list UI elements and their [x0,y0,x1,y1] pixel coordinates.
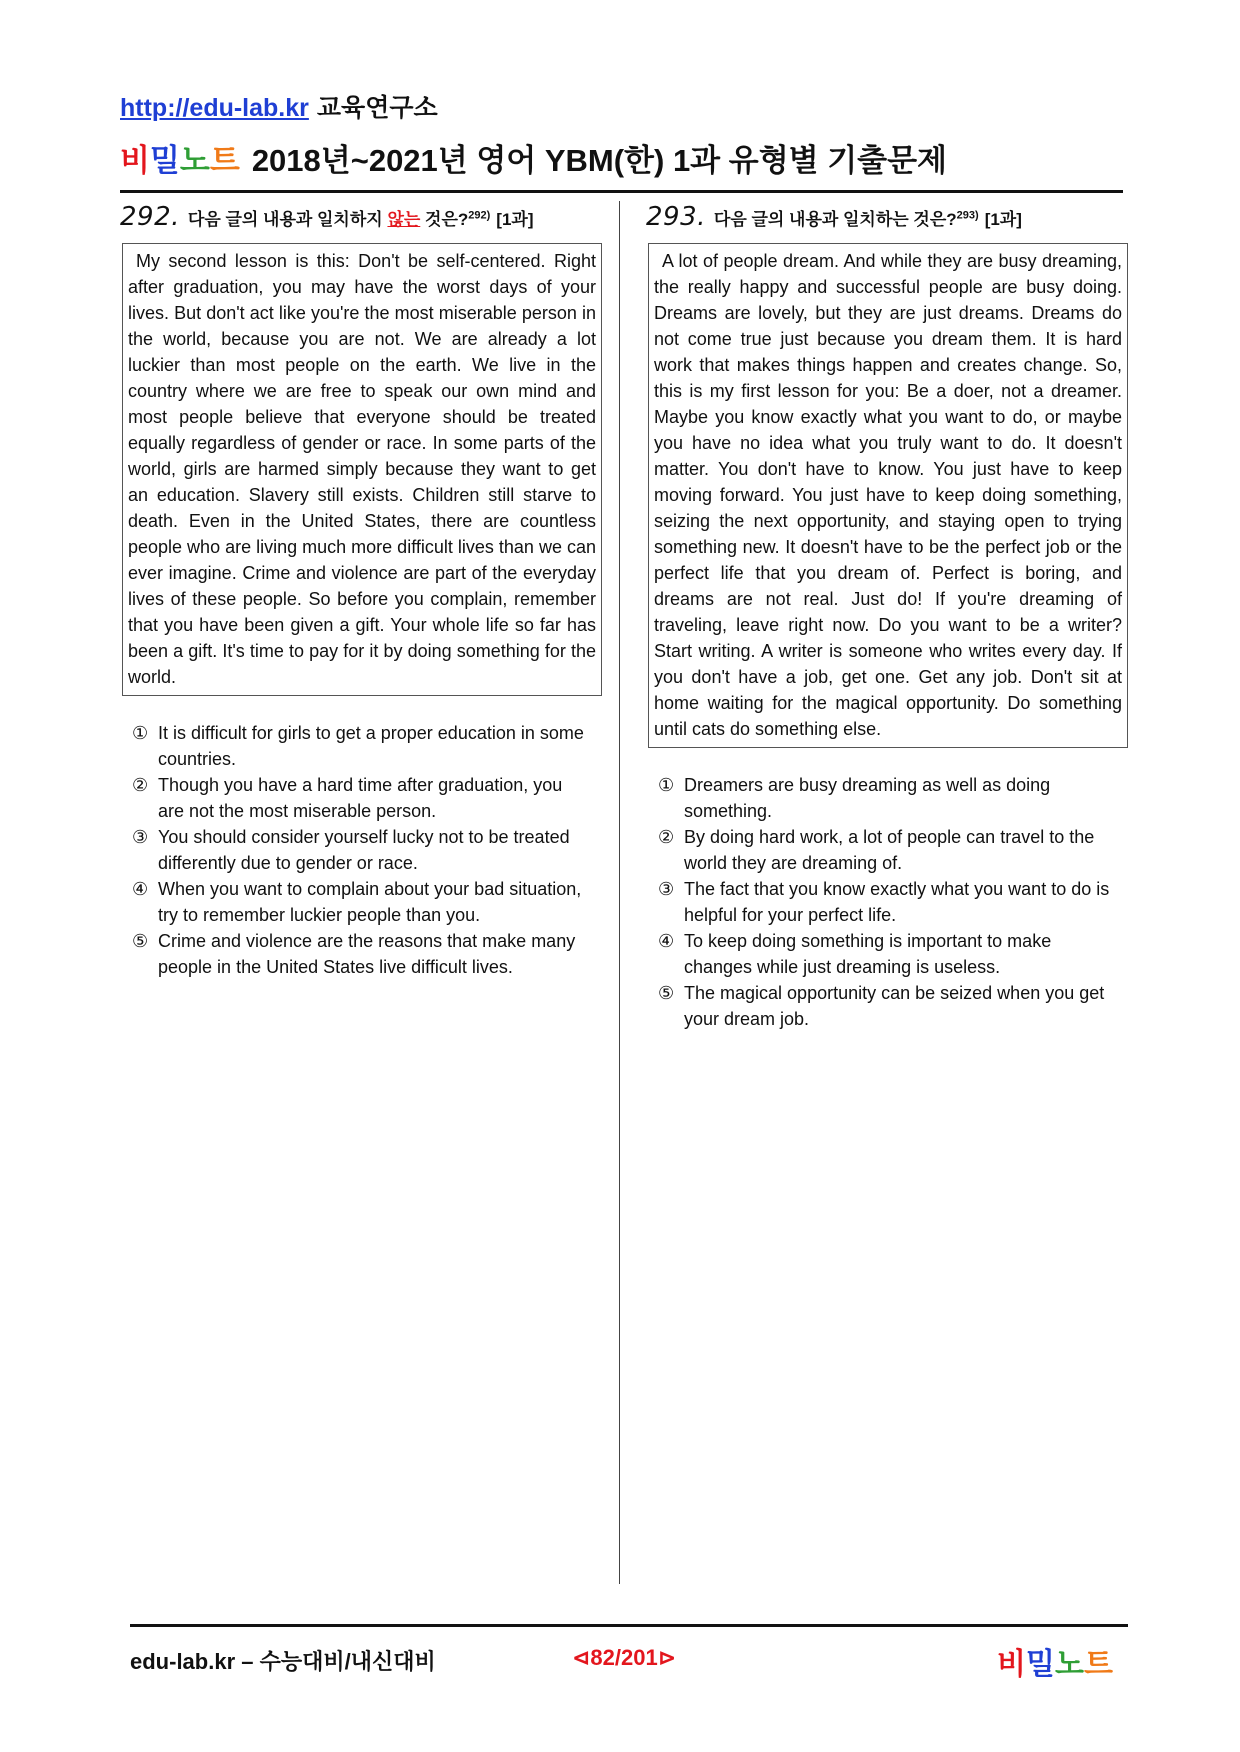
answer-choices [120,720,602,980]
question-number: 293. [646,202,706,232]
footnote-ref: 293) [956,209,979,222]
choice-item [658,824,1128,876]
title-text: 2018년~2021년 영어 YBM(한) 1과 유형별 기출문제 [251,143,947,178]
choice-number: ③ [658,879,675,899]
source-link[interactable]: http://edu-lab.kr [120,94,309,122]
prompt-emphasis: 않는 [387,210,421,229]
choice-number: ④ [658,931,675,951]
choice-item [132,720,602,772]
passage-text: A lot of people dream. And while they are busy dreaming, the really happy and successful people are busy doing. Dreams are lovely, but they are just dreams. Dreams do not come true just because you dream them. It is hard work that makes things happen and creates change. So, this is my first lesson for you: Be a doer, not a dreamer. Maybe you know exactly what you want to do, or maybe you have no idea what you truly want to do. It doesn't matter. You don't have to know. You just have to keep moving forward. You just have to keep doing something, seizing the next opportunity, and staying open to trying something new. It doesn't have to be the perfect job or the perfect life that you dream of. Perfect is boring, and dreams are not real. Just do! If you're dreaming of traveling, leave right now. Do you want to be a writer? Start writing. A writer is someone who writes every day. If you don't have a job, get one. Get any job. Don't sit at home waiting for the magical opportunity. Do something until cats do something else. [654,251,1122,739]
footnote-ref: 292) [468,209,491,222]
choice-text: By doing hard work, a lot of people can travel to the world they are dreaming of. [684,827,1095,873]
lesson-tag: [1과] [984,210,1022,229]
brand-char: 비 [120,143,150,178]
question-header [120,204,602,233]
column-divider [619,201,620,1584]
choice-item [132,824,602,876]
lesson-tag: [1과] [496,210,534,229]
choice-item [658,928,1128,980]
choice-item [658,876,1128,928]
passage-text: My second lesson is this: Don't be self-centered. Right after graduation, you may have the worst days of your lives. But don't act like you're the most miserable person in the world, because you are not. We are already a lot luckier than most people on the earth. We live in the country where we are free to speak our own mind and most people believe that everyone should be treated equally regardless of gender or race. In some parts of the world, girls are harmed simply because they want to get an education. Slavery still exists. Children still starve to death. Even in the United States, there are countless people who are living much more difficult lives than we can ever imagine. Crime and violence are part of the everyday lives of these people. So before you complain, remember that you have been given a gift. Your whole life so far has been a gift. It's time to pay for it by doing something for the world. [128,251,596,687]
question-prompt-end: 것은? [420,210,469,229]
choice-number: ② [132,775,149,795]
footer-rule [130,1624,1128,1627]
question-prompt: 다음 글의 내용과 일치하지 [187,210,388,229]
brand-char: 밀 [1025,1648,1055,1681]
choice-number: ② [658,827,675,847]
choice-text: When you want to complain about your bad situation, try to remember luckier people than you. [158,879,582,925]
footer-brand [997,1639,1113,1683]
answer-choices [646,772,1128,1032]
footer-site: edu-lab.kr – 수능대비/내신대비 [130,1649,436,1674]
choice-number: ⑤ [132,931,149,951]
brand-char: 밀 [149,143,180,178]
brand-logo [120,143,240,178]
institute-name: 교육연구소 [316,94,438,122]
choice-item [658,980,1128,1032]
choice-text: Though you have a hard time after graduation, you are not the most miserable person. [158,775,563,821]
question-number: 292. [120,202,180,232]
passage-box [122,243,602,696]
question-header [646,204,1128,233]
choice-number: ⑤ [658,983,675,1003]
choice-text: Crime and violence are the reasons that make many people in the United States live difficult lives. [158,931,576,977]
passage-box [648,243,1128,748]
question-293 [646,204,1128,1032]
document-title [120,135,1123,180]
choice-item [132,928,602,980]
header-rule [120,190,1123,193]
choice-item [132,876,602,928]
site-header [120,88,438,124]
choice-text: To keep doing something is important to make changes while just dreaming is useless. [684,931,1052,977]
choice-text: The magical opportunity can be seized when you get your dream job. [684,983,1105,1029]
brand-char: 노 [1054,1648,1084,1681]
choice-number: ③ [132,827,149,847]
choice-number: ① [658,775,675,795]
brand-char: 비 [997,1648,1026,1681]
choice-number: ④ [132,879,149,899]
choice-text: You should consider yourself lucky not to be treated differently due to gender or race. [158,827,570,873]
question-prompt: 다음 글의 내용과 일치하는 것은? [713,210,957,229]
page-number: ⊲82/201⊳ [572,1645,677,1670]
brand-char: 트 [1083,1648,1113,1681]
choice-number: ① [132,723,149,743]
choice-text: The fact that you know exactly what you want to do is helpful for your perfect life. [684,879,1110,925]
brand-char: 노 [179,143,210,178]
brand-char: 트 [209,143,240,178]
question-292 [120,204,602,980]
choice-item [132,772,602,824]
choice-text: Dreamers are busy dreaming as well as doing something. [684,775,1051,821]
choice-item [658,772,1128,824]
choice-text: It is difficult for girls to get a proper education in some countries. [158,723,584,769]
